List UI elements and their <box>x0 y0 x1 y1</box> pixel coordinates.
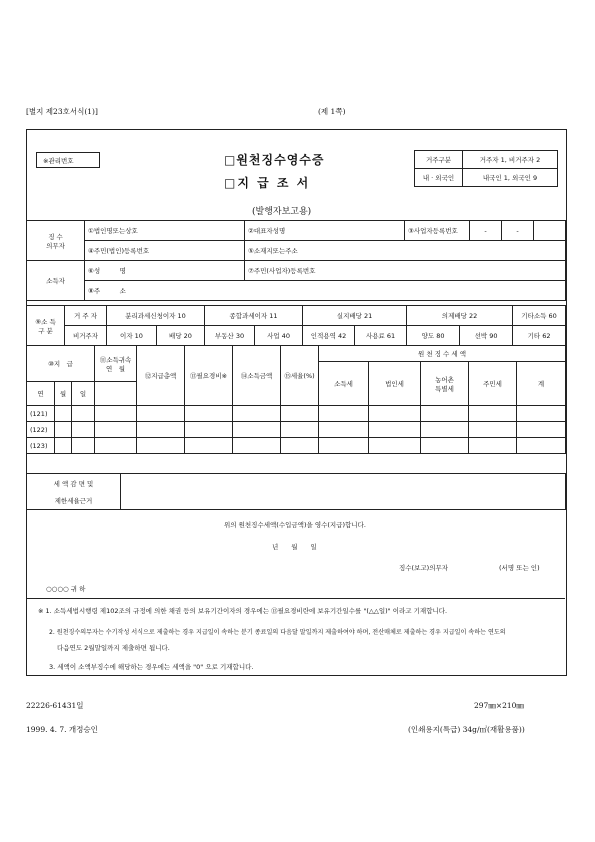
cell[interactable] <box>281 406 319 422</box>
cell[interactable] <box>517 406 566 422</box>
payer-label: 징 수 의무자 <box>27 221 85 261</box>
field-address[interactable]: ⑤소재지또는주소 <box>245 241 566 261</box>
cell[interactable] <box>72 438 95 454</box>
addressee: ○○○○ 귀 하 <box>46 585 86 593</box>
receipt-date[interactable]: 년 월 일 <box>272 543 317 551</box>
income-business[interactable]: 사업 40 <box>255 326 303 346</box>
cell[interactable] <box>95 406 137 422</box>
paper-spec: (인쇄용지(특급) 34g/㎡(재활용품)) <box>408 725 525 734</box>
row-number: (122) <box>27 422 55 438</box>
table-row <box>27 438 566 454</box>
residence-table <box>414 150 558 187</box>
cell[interactable] <box>369 422 421 438</box>
form-code: [별지 제23호서식(1)] <box>26 107 98 116</box>
cell[interactable] <box>319 422 369 438</box>
col-attribution-blank <box>95 382 137 406</box>
col-income-tax: 소득세 <box>319 362 369 406</box>
earner-label: 소득자 <box>27 261 85 301</box>
residence-value: 거주자 1, 비거주자 2 <box>463 151 558 169</box>
col-corp-tax: 법인세 <box>369 362 421 406</box>
nationality-label: 내 · 외국인 <box>415 169 463 187</box>
cell[interactable] <box>185 422 233 438</box>
income-interest[interactable]: 이자 10 <box>107 326 157 346</box>
col-withheld-tax: 원 천 징 수 세 액 <box>319 346 566 362</box>
income-real-estate[interactable]: 부동산 30 <box>205 326 255 346</box>
income-dividend[interactable]: 배당 20 <box>157 326 205 346</box>
income-separate-interest[interactable]: 분리과세신청이자 10 <box>107 306 205 326</box>
cell[interactable] <box>369 406 421 422</box>
col-total: 계 <box>517 362 566 406</box>
cell[interactable] <box>421 422 469 438</box>
paper-size: 297㎜×210㎜ <box>474 701 524 710</box>
income-actual-dividend[interactable]: 실지배당 21 <box>303 306 407 326</box>
cell[interactable] <box>281 422 319 438</box>
mgmt-no-label: ※관리번호 <box>43 157 74 165</box>
col-resident-tax: 주민세 <box>469 362 517 406</box>
cell[interactable] <box>55 406 72 422</box>
business-no-part-1[interactable]: - <box>470 221 502 241</box>
residence-label: 거주구분 <box>415 151 463 169</box>
title-subtitle: (발행자보고용) <box>252 207 312 217</box>
cell[interactable] <box>55 422 72 438</box>
field-earner-address[interactable]: ⑧주 소 <box>85 281 566 301</box>
col-rural-tax: 농어촌 특별세 <box>421 362 469 406</box>
income-transfer[interactable]: 양도 80 <box>407 326 460 346</box>
field-representative[interactable]: ②대표자성명 <box>245 221 405 241</box>
cell[interactable] <box>369 438 421 454</box>
income-type-table <box>26 305 566 346</box>
notes-divider <box>26 598 565 599</box>
page-label: (제 1쪽) <box>318 107 346 116</box>
income-deemed-dividend[interactable]: 의제배당 22 <box>407 306 513 326</box>
title-receipt: □원천징수영수증 <box>224 153 325 167</box>
cell[interactable] <box>72 422 95 438</box>
business-no-part-3[interactable] <box>534 221 566 241</box>
income-row1-resident: 거 주 자 <box>65 306 107 326</box>
income-vessel[interactable]: 선박 90 <box>460 326 513 346</box>
income-other-nonresident[interactable]: 기타 62 <box>513 326 566 346</box>
row-number: (121) <box>27 406 55 422</box>
table-row <box>27 406 566 422</box>
col-month: 월 <box>55 382 72 406</box>
table-row <box>27 422 566 438</box>
cell[interactable] <box>319 406 369 422</box>
income-general-interest[interactable]: 종합과세이자 11 <box>205 306 303 326</box>
income-personal-service[interactable]: 인적용역 42 <box>303 326 355 346</box>
cell[interactable] <box>137 438 185 454</box>
col-tax-rate: ⑮세율(%) <box>281 346 319 406</box>
col-attribution: ⑪소득귀속 연 월 <box>95 346 137 382</box>
field-company-name[interactable]: ①법인명또는상호 <box>85 221 245 241</box>
cell[interactable] <box>421 406 469 422</box>
cell[interactable] <box>233 406 281 422</box>
note-3: 3. 세액이 소액부징수에 해당하는 경우에는 세액을 "0" 으로 기재합니다. <box>49 663 254 671</box>
approval-date: 1999. 4. 7. 개정승인 <box>26 725 98 734</box>
cell[interactable] <box>517 438 566 454</box>
field-registration-no[interactable]: ④주민(법인)등록번호 <box>85 241 245 261</box>
income-royalty[interactable]: 사용료 61 <box>355 326 407 346</box>
field-business-no[interactable]: ③사업자등록번호 <box>405 221 470 241</box>
payer-earner-table <box>26 220 566 301</box>
withholder-label: 징수(보고)의무자 <box>399 564 449 572</box>
income-other-resident[interactable]: 기타소득 60 <box>513 306 566 326</box>
income-type-label: ⑨소 득 구 분 <box>27 306 65 346</box>
col-day: 일 <box>72 382 95 406</box>
cell[interactable] <box>137 406 185 422</box>
col-year: 연 <box>27 382 55 406</box>
cell[interactable] <box>281 438 319 454</box>
cell[interactable] <box>233 422 281 438</box>
business-no-part-2[interactable]: - <box>502 221 534 241</box>
col-total-amount: ⑫지급총액 <box>137 346 185 406</box>
cell[interactable] <box>469 438 517 454</box>
cell[interactable] <box>185 438 233 454</box>
cell[interactable] <box>469 406 517 422</box>
col-income-amount: ⑭소득금액 <box>233 346 281 406</box>
cell[interactable] <box>421 438 469 454</box>
col-expense: ⑬필요경비※ <box>185 346 233 406</box>
cell[interactable] <box>517 422 566 438</box>
reduction-basis-field[interactable] <box>121 474 566 510</box>
cell[interactable] <box>137 422 185 438</box>
cell[interactable] <box>233 438 281 454</box>
cell[interactable] <box>95 422 137 438</box>
col-pay: ⑩지 급 <box>27 346 95 382</box>
row-number: (123) <box>27 438 55 454</box>
income-row2-nonresident: 비거주자 <box>65 326 107 346</box>
note-2-cont: 다음연도 2월말일까지 제출하면 됩니다. <box>57 644 170 652</box>
reduction-label: 세 액 감 면 및 제한세율근거 <box>27 474 121 510</box>
mgmt-no-box <box>36 152 100 168</box>
field-earner-name[interactable]: ⑥성 명 <box>85 261 245 281</box>
cell[interactable] <box>55 438 72 454</box>
reduction-table <box>26 473 566 510</box>
receipt-statement: 위의 원천징수세액(수입금액)을 영수(지급)합니다. <box>224 521 366 529</box>
note-2: 2. 원천징수의무자는 수기작성 서식으로 제출하는 경우 지급일이 속하는 분기 종료일의 다음달 말일까지 제출하여야 하며, 전산매체로 제출하는 경우 지급일이 속하는 연도의 <box>49 629 506 636</box>
cell[interactable] <box>95 438 137 454</box>
cell[interactable] <box>72 406 95 422</box>
cell[interactable] <box>185 406 233 422</box>
title-payment-record: □지 급 조 서 <box>224 176 311 190</box>
cell[interactable] <box>319 438 369 454</box>
signature-field[interactable]: (서명 또는 인) <box>499 564 540 572</box>
note-1: ※ 1. 소득세법시행령 제102조의 규정에 의한 채권 등의 보유기간이자의 경우에는 ⑬필요경비란에 보유기간일수를 "(△△일)" 이라고 기재합니다. <box>38 607 448 615</box>
nationality-value: 내국인 1, 외국인 9 <box>463 169 558 187</box>
cell[interactable] <box>469 422 517 438</box>
field-earner-id[interactable]: ⑦주민(사업자)등록번호 <box>245 261 566 281</box>
form-number: 22226-61431일 <box>26 701 84 710</box>
withholding-detail-table <box>26 345 566 454</box>
